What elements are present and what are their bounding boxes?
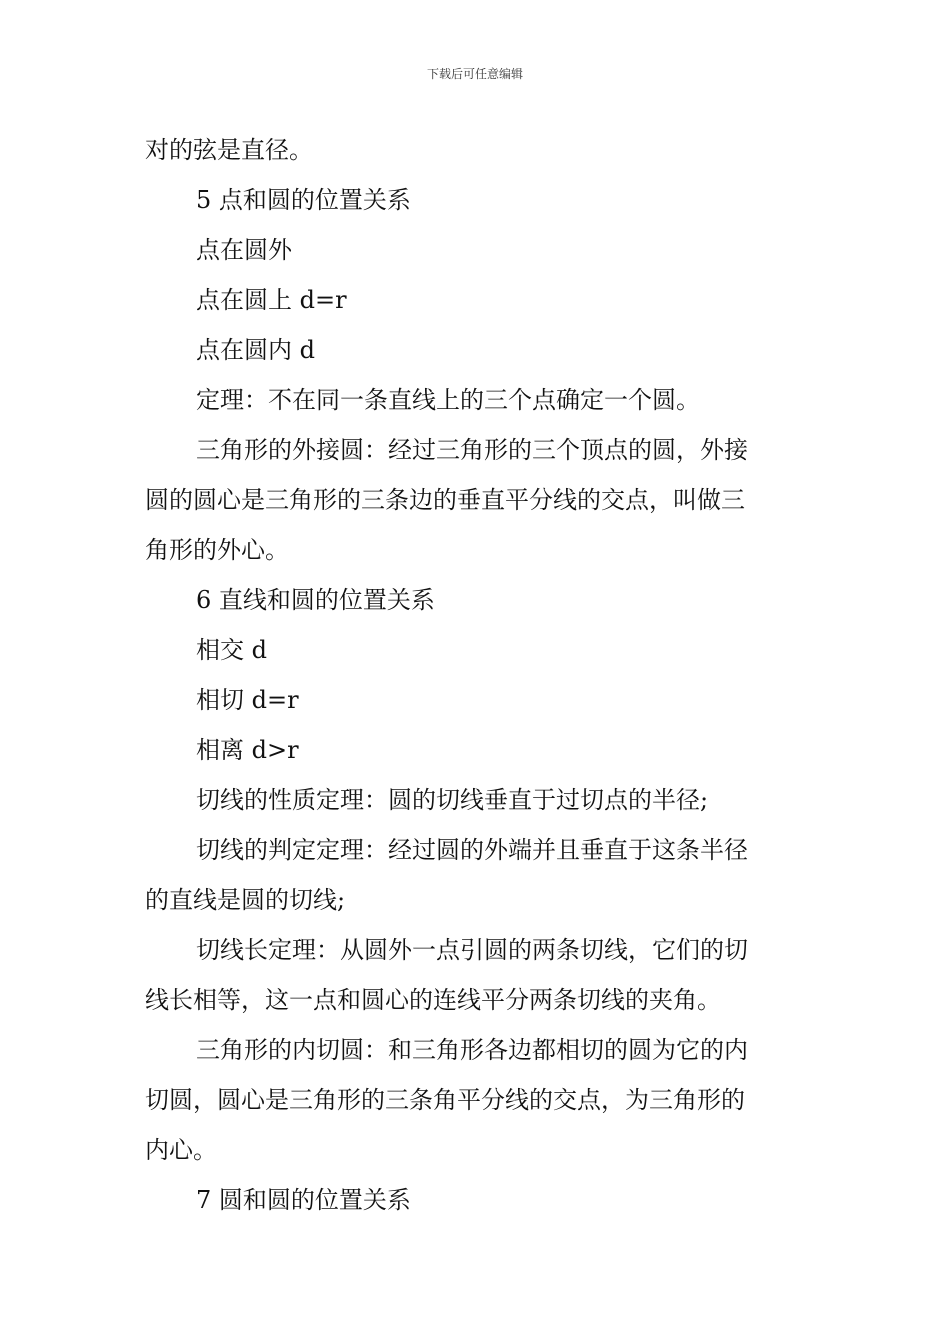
text-line: 相切 d=r bbox=[196, 686, 299, 714]
text-line: 角形的外心。 bbox=[145, 536, 289, 564]
text-line: 线长相等，这一点和圆心的连线平分两条切线的夹角。 bbox=[145, 986, 721, 1014]
text-line: 切线的性质定理：圆的切线垂直于过切点的半径; bbox=[196, 786, 709, 814]
text-line: 切线长定理：从圆外一点引圆的两条切线，它们的切 bbox=[196, 936, 748, 964]
text-line: 切线的判定定理：经过圆的外端并且垂直于这条半径 bbox=[196, 836, 748, 864]
section-heading-point-circle: 5 点和圆的位置关系 bbox=[196, 186, 411, 214]
text-line: 切圆，圆心是三角形的三条角平分线的交点，为三角形的 bbox=[145, 1086, 745, 1114]
page-header: 下载后可任意编辑 bbox=[426, 67, 523, 81]
text-line: 对的弦是直径。 bbox=[145, 136, 313, 164]
text-line: 相交 d bbox=[196, 636, 267, 664]
text-line: 相离 d>r bbox=[196, 736, 299, 764]
text-line: 点在圆内 d bbox=[196, 336, 315, 364]
section-heading-circle-circle: 7 圆和圆的位置关系 bbox=[196, 1186, 411, 1214]
text-line: 点在圆上 d=r bbox=[196, 286, 347, 314]
text-line: 内心。 bbox=[145, 1136, 217, 1164]
section-heading-line-circle: 6 直线和圆的位置关系 bbox=[196, 586, 435, 614]
text-line: 点在圆外 bbox=[196, 236, 292, 264]
document-body bbox=[145, 125, 810, 1225]
text-line: 定理：不在同一条直线上的三个点确定一个圆。 bbox=[196, 386, 700, 414]
text-line: 三角形的外接圆：经过三角形的三个顶点的圆，外接 bbox=[196, 436, 748, 464]
text-line: 三角形的内切圆：和三角形各边都相切的圆为它的内 bbox=[196, 1036, 748, 1064]
text-line: 圆的圆心是三角形的三条边的垂直平分线的交点，叫做三 bbox=[145, 486, 745, 514]
text-line: 的直线是圆的切线; bbox=[145, 886, 346, 914]
